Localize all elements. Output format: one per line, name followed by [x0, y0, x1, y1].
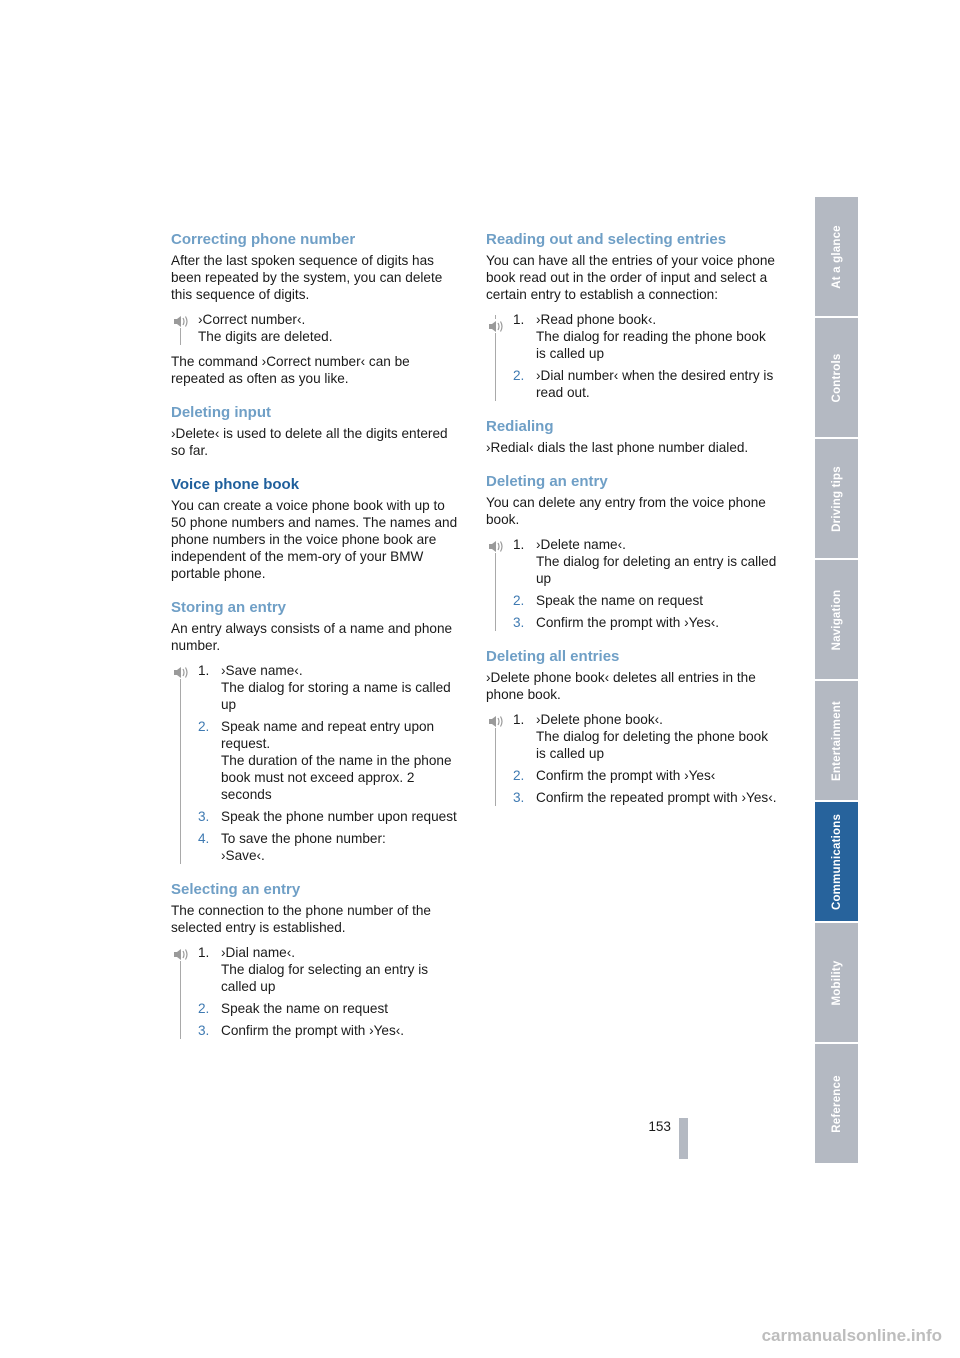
- step-item: [513, 767, 778, 784]
- tab-reference[interactable]: [815, 1044, 858, 1163]
- step-number: 1.: [513, 537, 525, 552]
- tab-label: Communications: [830, 813, 843, 910]
- watermark: carmanualsonline.info: [761, 1326, 942, 1345]
- tab-mobility[interactable]: [815, 923, 858, 1042]
- tab-driving-tips[interactable]: [815, 439, 858, 558]
- tab-entertainment[interactable]: [815, 681, 858, 800]
- tab-label: Reference: [830, 1074, 843, 1133]
- step-text: Confirm the prompt with ›Yes‹.: [536, 615, 720, 630]
- step-number: 2.: [513, 368, 525, 383]
- section-deleting-input: [171, 403, 463, 459]
- step-number: 3.: [513, 790, 525, 805]
- step-number: 1.: [513, 712, 525, 727]
- step-item: [513, 592, 778, 609]
- step-item: [513, 311, 778, 362]
- step-text: ›Dial number‹ when the desired entry is read out.: [536, 368, 774, 400]
- step-detail: The duration of the name in the phone book must not exceed approx. 2 seconds: [221, 753, 452, 802]
- step-item: [513, 711, 778, 762]
- paragraph: ›Delete‹ is used to delete all the digits entered so far.: [171, 426, 448, 458]
- step-number: 2.: [198, 719, 210, 734]
- section-storing-an-entry: [171, 598, 463, 864]
- step-detail: ›Save‹.: [221, 848, 265, 863]
- step-number: 4.: [198, 831, 210, 846]
- step-detail: The dialog for selecting an entry is called up: [221, 962, 429, 994]
- section-selecting-an-entry: [171, 880, 463, 1039]
- step-item: [513, 367, 778, 401]
- tab-controls[interactable]: [815, 318, 858, 437]
- voice-command-icon: [171, 665, 189, 679]
- section-deleting-an-entry: [486, 472, 778, 631]
- step-number: 2.: [513, 593, 525, 608]
- step-number: 3.: [198, 809, 210, 824]
- step-number: 2.: [198, 1001, 210, 1016]
- step-text: Confirm the prompt with ›Yes‹.: [221, 1023, 405, 1038]
- chapter-tabs: [815, 197, 858, 1165]
- paragraph: The connection to the phone number of the selected entry is established.: [171, 903, 431, 935]
- tab-at-a-glance[interactable]: [815, 197, 858, 316]
- voice-command: ›Correct number‹.: [198, 312, 306, 327]
- page-number-bar: [679, 1118, 688, 1159]
- voice-command-icon: [171, 947, 189, 961]
- voice-command-block: [486, 711, 778, 806]
- step-text: ›Dial name‹.: [221, 945, 296, 960]
- step-item: [198, 808, 463, 825]
- step-text: Speak the name on request: [221, 1001, 389, 1016]
- section-correcting-phone-number: [171, 230, 463, 387]
- voice-command-block: [171, 944, 463, 1039]
- step-text: ›Read phone book‹.: [536, 312, 657, 327]
- step-text: Speak the phone number upon request: [221, 809, 457, 824]
- right-column: [486, 230, 778, 806]
- voice-command-icon: [171, 314, 189, 328]
- heading-voice-phone-book: Voice phone book: [171, 476, 300, 493]
- step-number: 2.: [513, 768, 525, 783]
- step-item: [198, 944, 463, 995]
- step-text: Confirm the prompt with ›Yes‹: [536, 768, 716, 783]
- section-reading-out-entries: [486, 230, 778, 401]
- paragraph: The command ›Correct number‹ can be repeated as often as you like.: [171, 354, 410, 386]
- section-deleting-all-entries: [486, 647, 778, 806]
- step-detail: The dialog for deleting the phone book is called up: [536, 729, 769, 761]
- voice-command-icon: [486, 714, 504, 728]
- section-voice-phone-book: [171, 475, 463, 582]
- step-item: [513, 614, 778, 631]
- heading-deleting-input: Deleting input: [171, 404, 271, 421]
- step-detail: The dialog for storing a name is called up: [221, 680, 451, 712]
- heading-deleting-all-entries: Deleting all entries: [486, 648, 620, 665]
- step-detail: The dialog for reading the phone book is called up: [536, 329, 766, 361]
- voice-command-result: The digits are deleted.: [198, 329, 333, 344]
- heading-selecting-an-entry: Selecting an entry: [171, 881, 301, 898]
- paragraph: ›Redial‹ dials the last phone number dialed.: [486, 440, 749, 455]
- step-item: [513, 789, 778, 806]
- voice-command-icon: [486, 319, 504, 333]
- paragraph: An entry always consists of a name and phone number.: [171, 621, 453, 653]
- paragraph: After the last spoken sequence of digits has been repeated by the system, you can delete this sequence of digits.: [171, 253, 443, 302]
- paragraph: ›Delete phone book‹ deletes all entries in the phone book.: [486, 670, 756, 702]
- heading-storing-an-entry: Storing an entry: [171, 599, 287, 616]
- step-text: ›Delete name‹.: [536, 537, 626, 552]
- paragraph: You can create a voice phone book with up to 50 phone numbers and names. The names and phone numbers in the voice phone book are independent of the mem-ory of your BMW portable phone.: [171, 498, 458, 581]
- step-text: To save the phone number:: [221, 831, 386, 846]
- step-detail: The dialog for deleting an entry is called up: [536, 554, 777, 586]
- step-number: 1.: [198, 945, 210, 960]
- tab-label: Driving tips: [830, 465, 843, 532]
- tab-label: Navigation: [830, 589, 843, 650]
- tab-navigation[interactable]: [815, 560, 858, 679]
- tab-label: Entertainment: [830, 700, 843, 781]
- tab-label: Mobility: [830, 959, 843, 1006]
- step-item: [513, 536, 778, 587]
- voice-command-block: [171, 311, 463, 345]
- step-text: Speak name and repeat entry upon request.: [221, 719, 435, 751]
- step-item: [198, 662, 463, 713]
- step-item: [198, 830, 463, 864]
- step-number: 1.: [198, 663, 210, 678]
- heading-reading-out-entries: Reading out and selecting entries: [486, 231, 727, 248]
- step-number: 1.: [513, 312, 525, 327]
- step-text: ›Delete phone book‹.: [536, 712, 663, 727]
- step-text: Speak the name on request: [536, 593, 704, 608]
- tab-label: Controls: [830, 353, 843, 402]
- step-text: ›Save name‹.: [221, 663, 303, 678]
- heading-correcting-phone-number: Correcting phone number: [171, 231, 356, 248]
- heading-redialing: Redialing: [486, 418, 554, 435]
- voice-command-block: [171, 662, 463, 864]
- voice-command-block: [486, 536, 778, 631]
- step-item: [198, 1022, 463, 1039]
- tab-label: At a glance: [830, 224, 843, 289]
- paragraph: You can delete any entry from the voice phone book.: [486, 495, 766, 527]
- step-item: [198, 718, 463, 803]
- voice-command-block: [486, 311, 778, 401]
- voice-command-icon: [486, 539, 504, 553]
- left-column: [171, 230, 463, 1039]
- step-number: 3.: [198, 1023, 210, 1038]
- paragraph: You can have all the entries of your voice phone book read out in the order of input and select a certain entry to establish a connection:: [486, 253, 775, 302]
- step-item: [198, 1000, 463, 1017]
- section-redialing: [486, 417, 778, 456]
- step-text: Confirm the repeated prompt with ›Yes‹.: [536, 790, 777, 805]
- step-number: 3.: [513, 615, 525, 630]
- heading-deleting-an-entry: Deleting an entry: [486, 473, 608, 490]
- page-number: 153: [648, 1119, 671, 1134]
- tab-communications[interactable]: [815, 802, 858, 921]
